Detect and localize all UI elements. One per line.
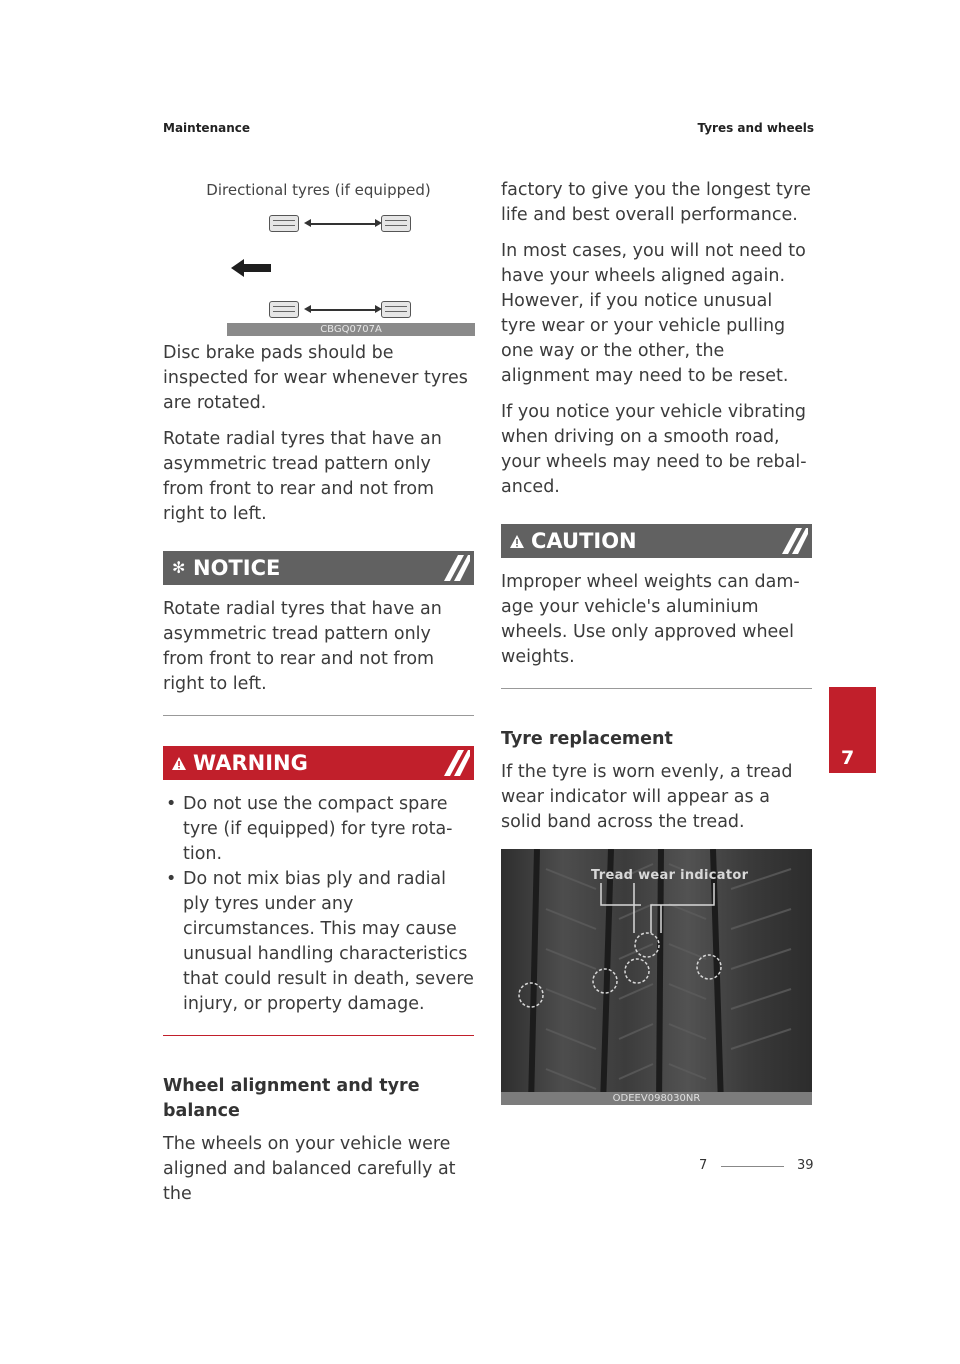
notice-title: NOTICE bbox=[193, 556, 281, 580]
warning-triangle-icon bbox=[172, 757, 186, 771]
directional-tyres-diagram bbox=[163, 209, 474, 335]
figure-code: CBGQ0707A bbox=[227, 323, 475, 336]
paragraph: If the tyre is worn evenly, a tread wear indicator will appear as a solid band across the tread. bbox=[501, 762, 793, 832]
slash-decoration-icon bbox=[772, 528, 808, 554]
paragraph: Disc brake pads should be inspected for wear whenever tyres are rotated. bbox=[163, 343, 468, 413]
caution-text: Improper wheel weights can dam-age your vehicle's aluminium wheels. Use only approved wheel weights. bbox=[501, 572, 800, 667]
footer-chapter-number: 7 bbox=[699, 1158, 708, 1173]
paragraph: Rotate radial tyres that have an asymmetric tread pattern only from front to rear and not from right to left. bbox=[163, 429, 442, 524]
paragraph: factory to give you the longest tyre life and best overall performance. bbox=[501, 180, 811, 225]
paragraph: If you notice your vehicle vibrating when driving on a smooth road, your wheels may need to be rebal-anced. bbox=[501, 402, 807, 497]
slash-decoration-icon bbox=[434, 750, 470, 776]
footer-page-number: 39 bbox=[797, 1158, 814, 1173]
slash-decoration-icon bbox=[434, 555, 470, 581]
section-heading: Wheel alignment and tyre balance bbox=[163, 1076, 420, 1121]
notice-icon: ✻ bbox=[172, 558, 186, 577]
left-column bbox=[163, 178, 474, 1218]
caution-banner bbox=[501, 524, 812, 558]
notice-text: Rotate radial tyres that have an asymmetric tread pattern only from front to rear and not from right to left. bbox=[163, 599, 442, 694]
tyre-icon bbox=[269, 215, 299, 232]
warning-title: WARNING bbox=[193, 751, 308, 775]
paragraph: In most cases, you will not need to have your wheels aligned again. However, if you notice unusual tyre wear or your vehicle pulling one way or the other, the alignment may need to be reset. bbox=[501, 241, 806, 386]
tyre-icon bbox=[381, 301, 411, 318]
footer-divider bbox=[721, 1166, 784, 1167]
section-heading: Tyre replacement bbox=[501, 729, 673, 749]
tread-wear-indicator-label: Tread wear indicator bbox=[591, 868, 749, 883]
figure-caption: Directional tyres (if equipped) bbox=[206, 181, 431, 199]
caution-triangle-icon bbox=[510, 535, 524, 549]
tyre-icon bbox=[269, 301, 299, 318]
header-page-topic: Tyres and wheels bbox=[697, 121, 814, 135]
figure-code: ODEEV098030NR bbox=[501, 1092, 812, 1105]
warning-list bbox=[163, 792, 474, 1017]
list-item: • Do not mix bias ply and radial ply tyres under any circumstances. This may cause unusual handling characteristics that could result in death, severe injury, or property damage. bbox=[163, 867, 474, 1017]
chapter-side-tab bbox=[829, 687, 876, 773]
divider bbox=[501, 688, 812, 689]
list-item: • Do not use the compact spare tyre (if equipped) for tyre rota-tion. bbox=[163, 792, 474, 867]
direction-arrow-icon bbox=[231, 259, 271, 277]
caution-title: CAUTION bbox=[531, 529, 637, 553]
rotation-arrow bbox=[310, 223, 376, 225]
right-column bbox=[501, 178, 812, 1105]
warning-banner bbox=[163, 746, 474, 780]
tyre-icon bbox=[381, 215, 411, 232]
paragraph: The wheels on your vehicle were aligned and balanced carefully at the bbox=[163, 1134, 456, 1204]
tread-wear-indicator-photo bbox=[501, 849, 812, 1105]
rotation-arrow bbox=[310, 309, 376, 311]
divider bbox=[163, 1035, 474, 1036]
divider bbox=[163, 715, 474, 716]
chapter-tab-number: 7 bbox=[841, 747, 855, 769]
notice-banner bbox=[163, 551, 474, 585]
header-section-title: Maintenance bbox=[163, 121, 251, 135]
